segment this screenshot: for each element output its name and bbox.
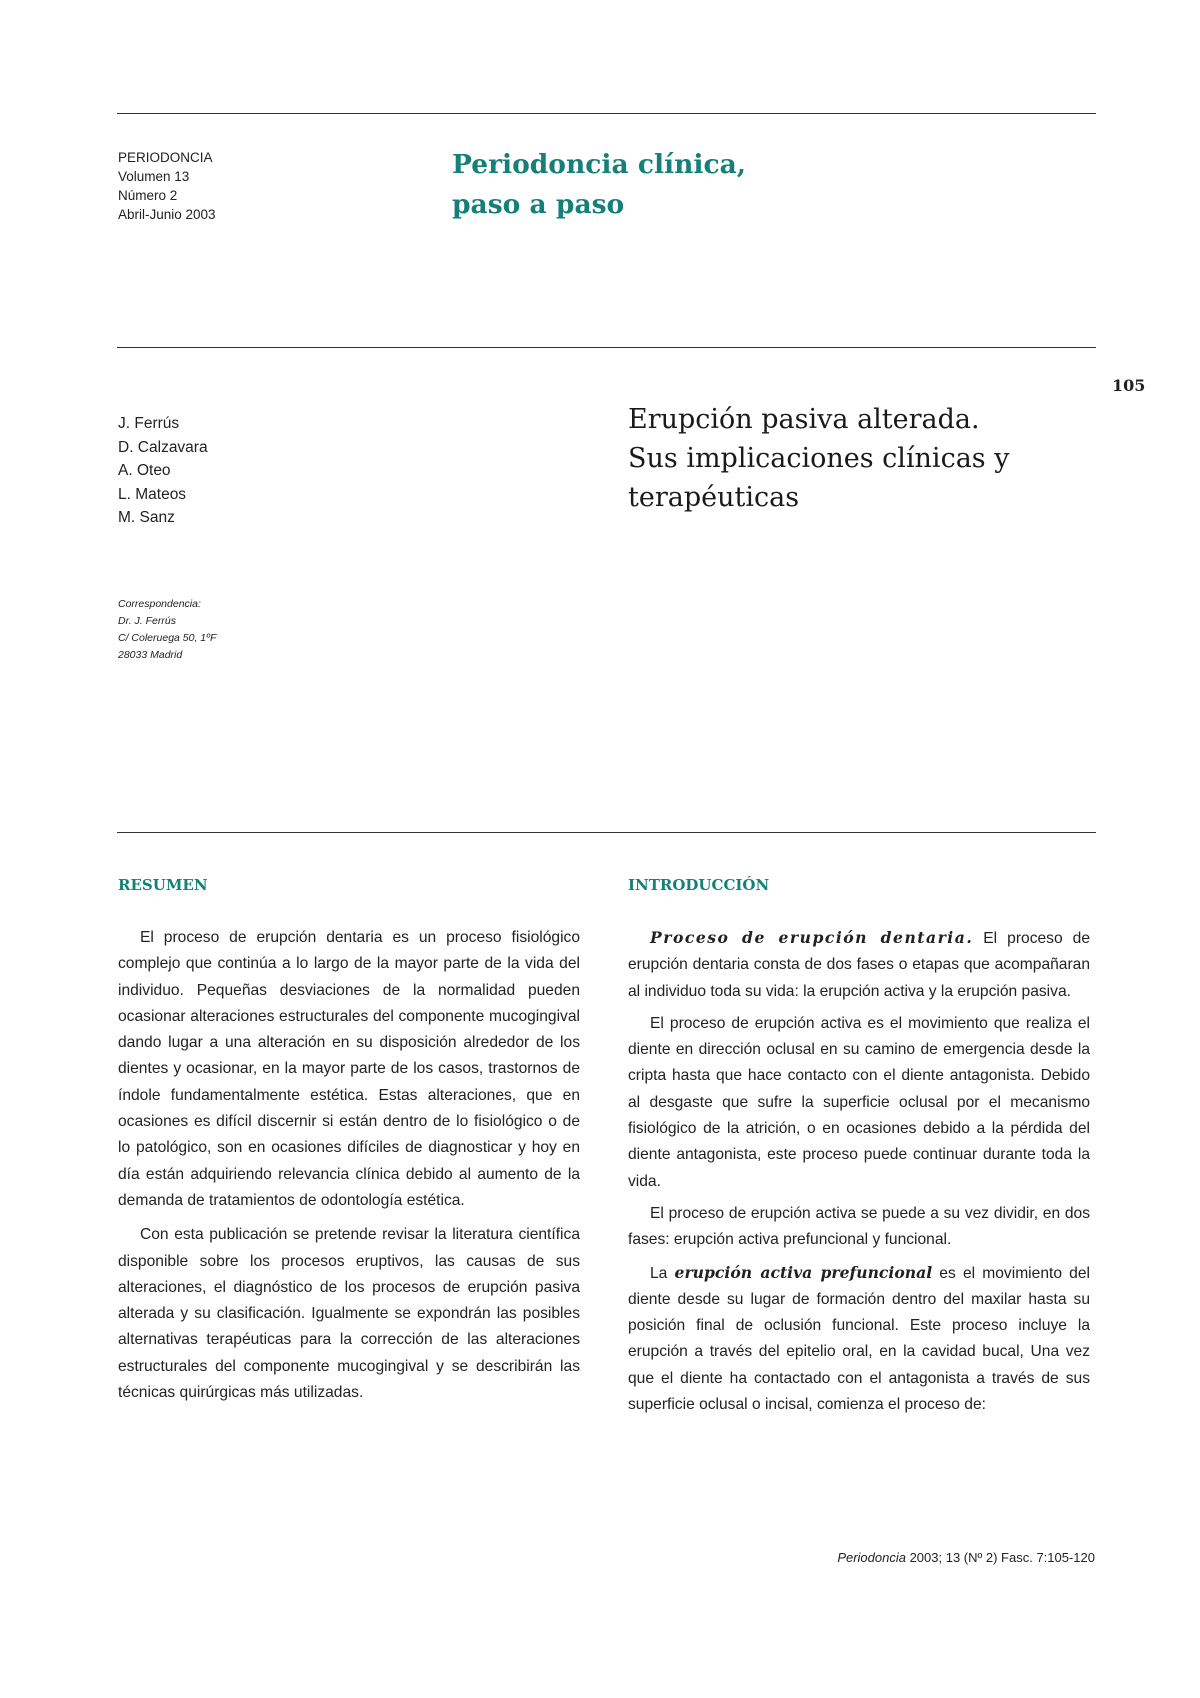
intro-lead-term: Proceso de erupción dentaria.	[650, 928, 974, 947]
top-rule	[117, 113, 1096, 114]
article-title	[628, 400, 1009, 517]
resumen-paragraph-2: Con esta publicación se pretende revisar la literatura científica disponible sobre los procesos eruptivos, las causas de sus alteraciones, el diagnóstico de los procesos de erupción pasiva alterada y su clasificación. Igualmente se expondrán las posibles alternativas terapéuticas para la corrección de las alteraciones estructurales del componente mucogingival y se describirán las técnicas quirúrgicas más utilizadas.	[118, 1226, 580, 1402]
article-title-line-2: Sus implicaciones clínicas y	[628, 443, 1010, 474]
author: A. Oteo	[118, 462, 171, 479]
author-list	[118, 412, 208, 530]
intro-emphasis-term: erupción activa prefuncional	[674, 1262, 933, 1282]
intro-paragraph-3: El proceso de erupción activa se puede a su vez dividir, en dos fases: erupción activa prefuncional y funcional.	[628, 1204, 1090, 1249]
footer-citation-text: 2003; 13 (Nº 2) Fasc. 7:105-120	[905, 1550, 1095, 1565]
introduccion-body	[628, 925, 1090, 1418]
correspondence-label: Correspondencia:	[118, 598, 201, 610]
correspondence-name: Dr. J. Ferrús	[118, 615, 176, 627]
journal-name: PERIODONCIA	[118, 150, 213, 165]
intro-paragraph-4-text: es el movimiento del diente desde su lugar de formación dentro del maxilar hasta su posición final de oclusión funcional. Este proceso incluye la erupción a través del epitelio oral, en la cavidad bucal, Una vez que el diente ha contactado con el antagonista a través de sus superficie oclusal o incisal, comienza el proceso de:	[628, 1264, 1090, 1414]
footer-citation	[837, 1550, 1095, 1565]
journal-volume: Volumen 13	[118, 169, 190, 184]
intro-paragraph-2: El proceso de erupción activa es el movimiento que realiza el diente en dirección oclusal en su camino de emergencia desde la cripta hasta que hace contacto con el diente antagonista. Debido al desgaste que sufre la superficie oclusal por el mecanismo fisiológico de la atrición, o en ocasiones debido a la pérdida del diente antagonista, este proceso puede continuar durante toda la vida.	[628, 1014, 1090, 1190]
article-title-line-3: terapéuticas	[628, 482, 800, 513]
middle-rule	[117, 347, 1096, 348]
journal-info	[118, 148, 216, 224]
intro-paragraph-1-text: El proceso de erupción dentaria consta de dos fases o etapas que acompañaran al individuo toda su vida: la erupción activa y la erupción pasiva.	[628, 930, 1090, 1000]
resumen-paragraph-1: El proceso de erupción dentaria es un proceso fisiológico complejo que continúa a lo largo de la mayor parte de la vida del individuo. Pequeñas desviaciones de la normalidad pueden ocasionar alteraciones estructurales del componente mucogingival dando lugar a una alteración en su disposición alrededor de los dientes y ocasionar, en la mayor parte de los casos, trastornos de índole fundamentalmente estética. Estas alteraciones, que en ocasiones es difícil discernir si están dentro de lo fisiológico o de lo patológico, son en ocasiones difíciles de diagnosticar y hoy en día están adquiriendo relevancia clínica debido al aumento de la demanda de tratamientos de odontología estética.	[118, 929, 580, 1209]
author: J. Ferrús	[118, 415, 180, 432]
resumen-heading: RESUMEN	[118, 876, 208, 894]
intro-paragraph-4	[628, 1260, 1090, 1419]
article-title-line-1: Erupción pasiva alterada.	[628, 404, 980, 435]
resumen-body	[118, 925, 580, 1406]
intro-paragraph-4-start: La	[650, 1264, 675, 1282]
section-title-line-1: Periodoncia clínica,	[452, 149, 746, 180]
introduccion-heading: INTRODUCCIÓN	[628, 876, 770, 894]
lower-rule	[117, 832, 1096, 833]
section-title-line-2: paso a paso	[452, 189, 625, 220]
author: D. Calzavara	[118, 438, 208, 456]
journal-number: Número 2	[118, 188, 178, 203]
section-title	[452, 145, 746, 225]
journal-date: Abril-Junio 2003	[118, 207, 216, 222]
intro-paragraph-1	[628, 925, 1090, 1005]
footer-journal: Periodoncia	[837, 1550, 906, 1565]
correspondence-address: C/ Coleruega 50, 1ºF	[118, 632, 217, 644]
correspondence-city: 28033 Madrid	[118, 649, 183, 661]
correspondence	[118, 596, 216, 664]
author: M. Sanz	[118, 509, 175, 526]
page-number: 105	[1112, 376, 1146, 395]
author: L. Mateos	[118, 485, 187, 503]
